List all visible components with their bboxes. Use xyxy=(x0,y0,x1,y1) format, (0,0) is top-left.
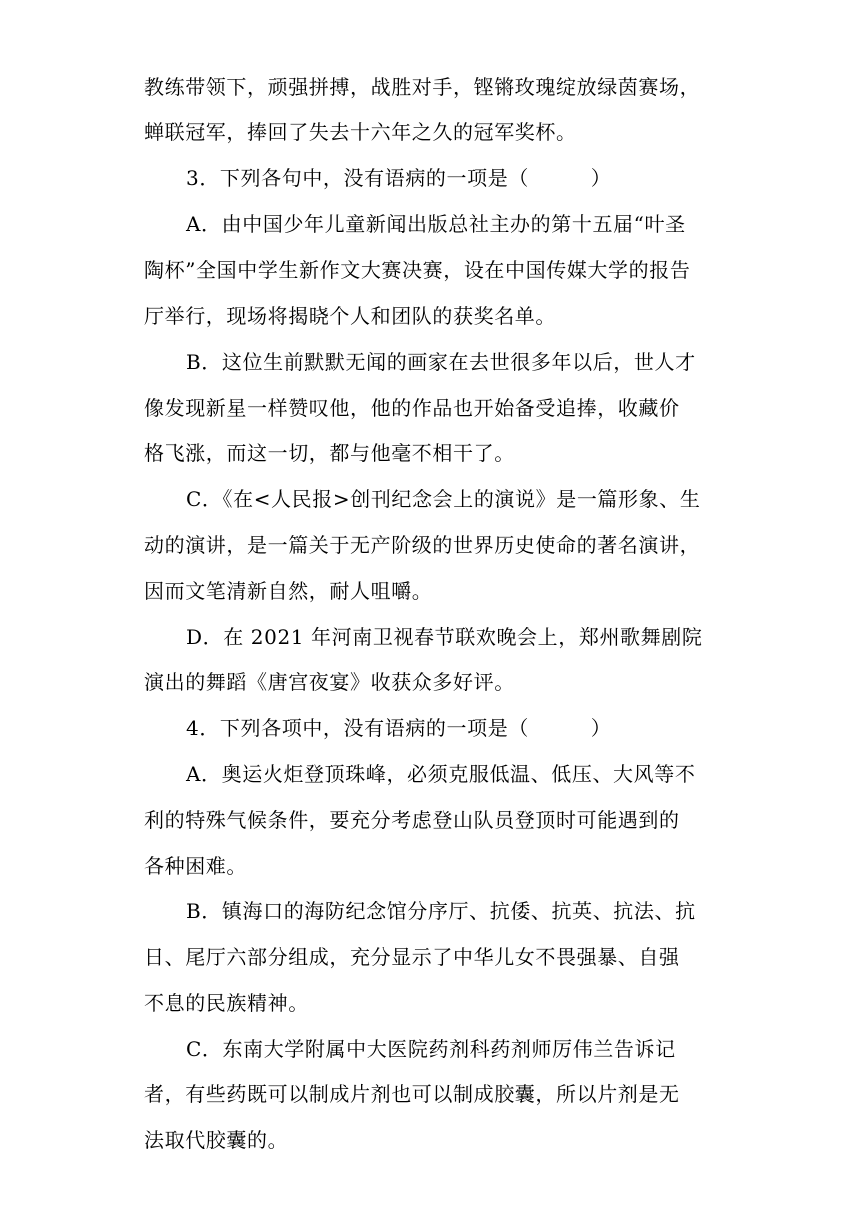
text-line: 因而文笔清新自然，耐人咀嚼。 xyxy=(144,579,433,603)
text-line: 陶杯”全国中学生新作文大赛决赛，设在中国传媒大学的报告 xyxy=(144,258,691,282)
text-line: 教练带领下，顽强拼搏，战胜对手，铿锵玫瑰绽放绿茵赛场， xyxy=(144,75,701,99)
option-b-line: B．这位生前默默无闻的画家在去世很多年以后，世人才 xyxy=(186,350,696,374)
option-d-line: D．在 2021 年河南卫视春节联欢晚会上，郑州歌舞剧院 xyxy=(186,625,703,649)
option-c-line: C．东南大学附属中大医院药剂科药剂师厉伟兰告诉记 xyxy=(186,1037,676,1061)
text-line: 不息的民族精神。 xyxy=(144,991,309,1015)
option-c-line: C．《在<人民报>创刊纪念会上的演说》是一篇形象、生 xyxy=(186,487,701,511)
text-line: 日、尾厅六部分组成，充分显示了中华儿女不畏强暴、自强 xyxy=(144,945,680,969)
option-a-line: A．由中国少年儿童新闻出版总社主办的第十五届“叶圣 xyxy=(186,212,686,236)
text-line: 厅举行，现场将揭晓个人和团队的获奖名单。 xyxy=(144,304,556,328)
text-line: 格飞涨，而这一切，都与他毫不相干了。 xyxy=(144,441,515,465)
question-3-stem: 3．下列各句中，没有语病的一项是（ ） xyxy=(186,166,612,190)
text-line: 演出的舞蹈《唐宫夜宴》收获众多好评。 xyxy=(144,670,515,694)
text-line: 者，有些药既可以制成片剂也可以制成胶囊，所以片剂是无 xyxy=(144,1082,680,1106)
option-b-line: B．镇海口的海防纪念馆分序厅、抗倭、抗英、抗法、抗 xyxy=(186,899,696,923)
option-a-line: A．奥运火炬登顶珠峰，必须克服低温、低压、大风等不 xyxy=(186,762,696,786)
text-line: 蝉联冠军，捧回了失去十六年之久的冠军奖杯。 xyxy=(144,120,577,144)
text-line: 像发现新星一样赞叹他，他的作品也开始备受追捧，收藏价 xyxy=(144,396,680,420)
text-line: 动的演讲，是一篇关于无产阶级的世界历史使命的著名演讲， xyxy=(144,533,701,557)
text-line: 法取代胶囊的。 xyxy=(144,1128,289,1152)
text-line: 各种困难。 xyxy=(144,854,247,878)
question-4-stem: 4．下列各项中，没有语病的一项是（ ） xyxy=(186,716,612,740)
text-line: 利的特殊气候条件，要充分考虑登山队员登顶时可能遇到的 xyxy=(144,808,680,832)
